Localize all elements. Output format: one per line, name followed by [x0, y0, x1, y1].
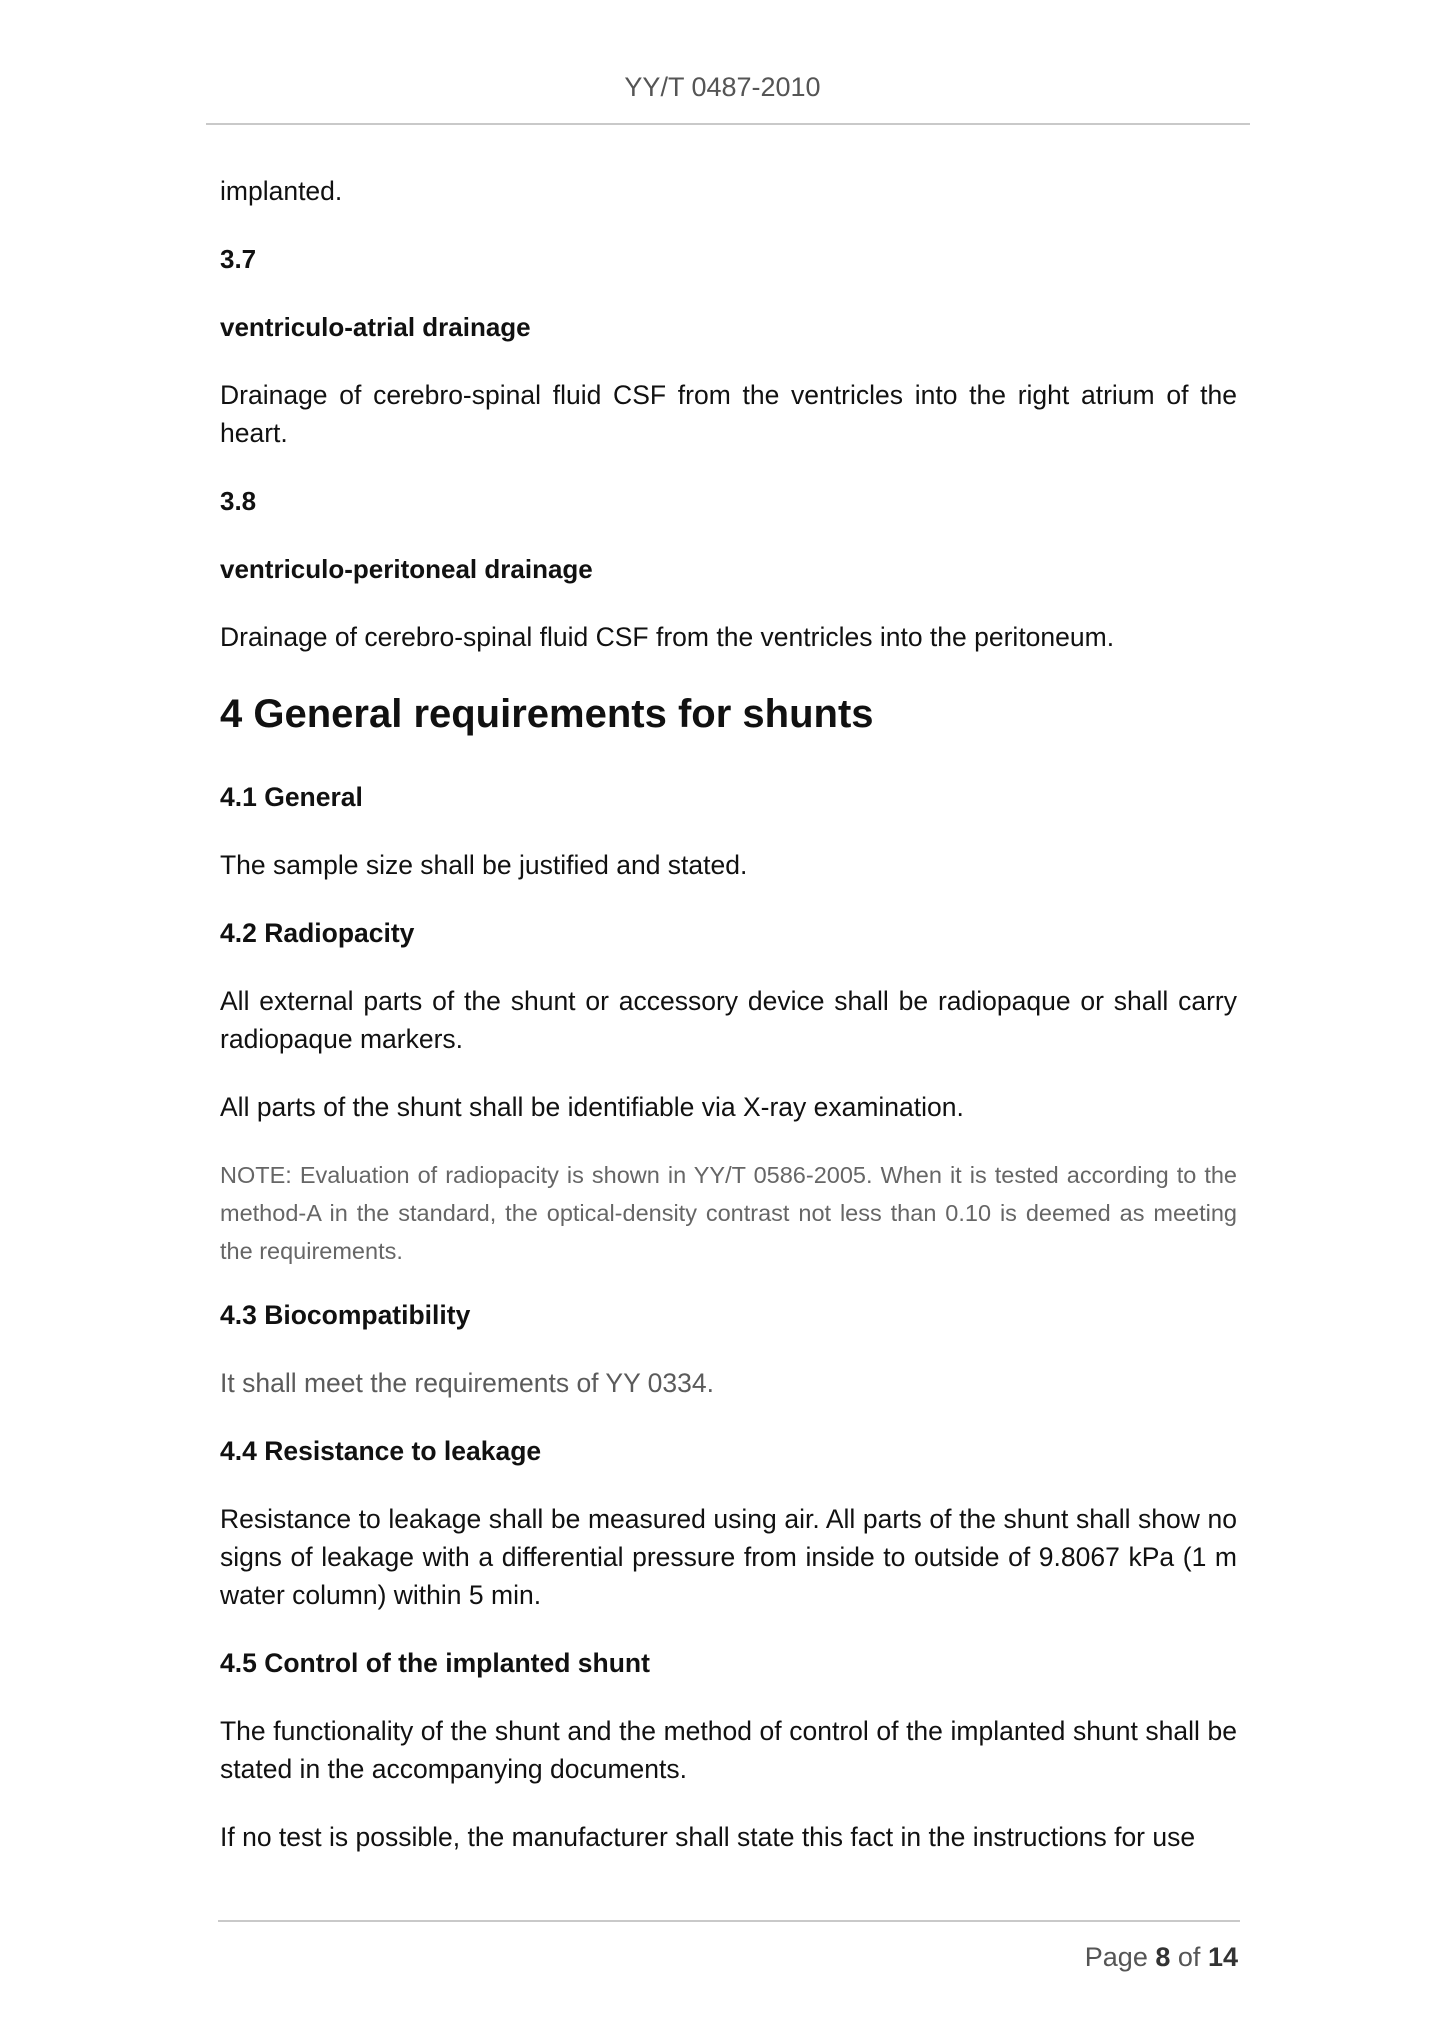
section-4-2 [220, 914, 1237, 1270]
section-heading: 4.2 Radiopacity [220, 918, 415, 948]
continuation-text: implanted. [220, 176, 343, 206]
term-definition: Drainage of cerebro-spinal fluid CSF from the ventricles into the right atrium of the heart. [220, 380, 1237, 448]
section-heading: 4.5 Control of the implanted shunt [220, 1648, 650, 1678]
of-label: of [1177, 1942, 1201, 1972]
section-4-4 [220, 1432, 1237, 1614]
page-content [220, 172, 1237, 1886]
section-4-3 [220, 1296, 1237, 1402]
section-heading: 4.4 Resistance to leakage [220, 1436, 542, 1466]
note-text: NOTE: Evaluation of radiopacity is shown in YY/T 0586-2005. When it is tested according to the method-A in the standard, the optical-density contrast not less than 0.10 is deemed as meeting the requirements. [220, 1162, 1237, 1264]
section-4-5 [220, 1644, 1237, 1856]
total-pages: 14 [1207, 1942, 1238, 1972]
section-4-1 [220, 778, 1237, 884]
header-divider [206, 123, 1250, 125]
section-text: All parts of the shunt shall be identifiable via X-ray examination. [220, 1092, 964, 1122]
section-text: The functionality of the shunt and the method of control of the implanted shunt shall be stated in the accompanying documents. [220, 1716, 1237, 1784]
document-code: YY/T 0487-2010 [624, 72, 821, 102]
term-title: ventriculo-atrial drainage [220, 312, 531, 342]
section-heading: 4.1 General [220, 782, 363, 812]
page-number [1085, 1942, 1238, 1973]
section-text: It shall meet the requirements of YY 0334. [220, 1368, 714, 1398]
current-page: 8 [1155, 1942, 1171, 1972]
term-definition: Drainage of cerebro-spinal fluid CSF from the ventricles into the peritoneum. [220, 622, 1115, 652]
chapter-heading: 4 General requirements for shunts [220, 692, 874, 736]
section-3-7 [220, 240, 1237, 452]
section-text: All external parts of the shunt or accessory device shall be radiopaque or shall carry radiopaque markers. [220, 986, 1237, 1054]
section-number: 3.8 [220, 486, 257, 516]
section-number: 3.7 [220, 244, 257, 274]
section-text: The sample size shall be justified and stated. [220, 850, 748, 880]
section-heading: 4.3 Biocompatibility [220, 1300, 471, 1330]
page-label: Page [1084, 1942, 1148, 1972]
section-text: If no test is possible, the manufacturer shall state this fact in the instructions for use [220, 1822, 1196, 1852]
section-text: Resistance to leakage shall be measured using air. All parts of the shunt shall show no signs of leakage with a differential pressure from inside to outside of 9.8067 kPa (1 m water column) within 5 min. [220, 1504, 1237, 1610]
term-title: ventriculo-peritoneal drainage [220, 554, 593, 584]
footer-divider [218, 1920, 1240, 1922]
section-3-8 [220, 482, 1237, 656]
